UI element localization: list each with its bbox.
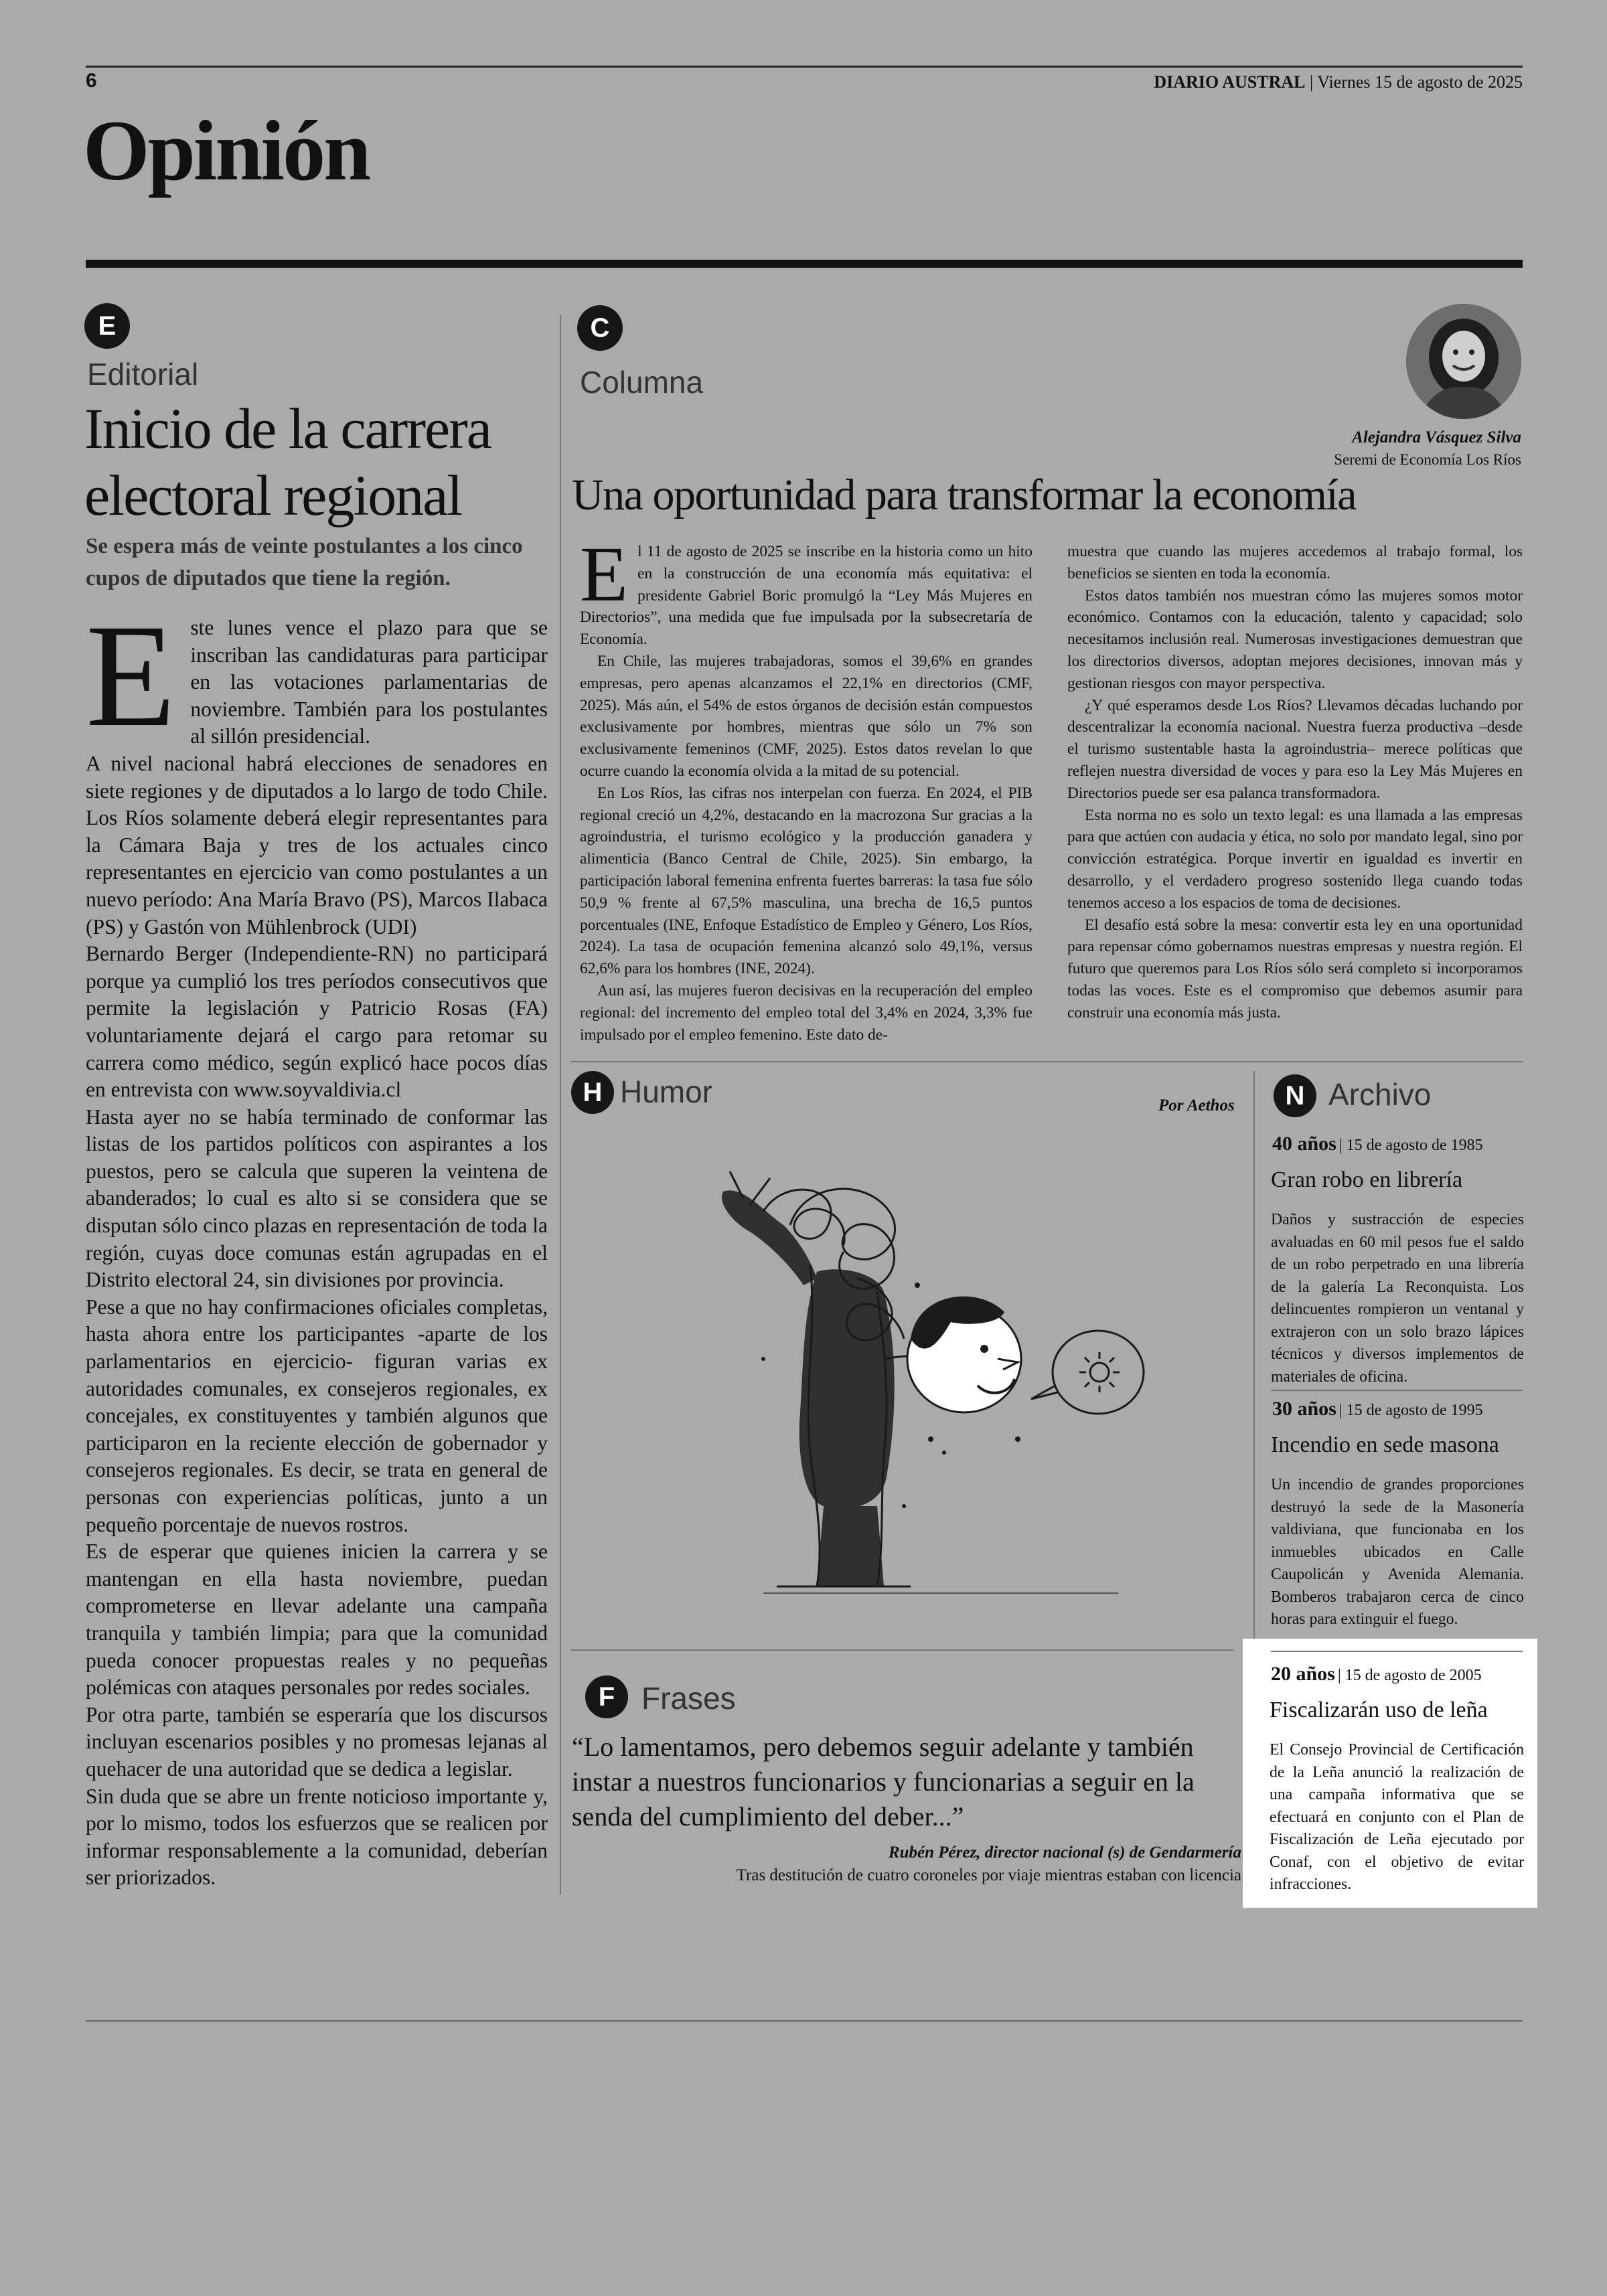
humor-bottom-rule <box>570 1649 1233 1651</box>
frases-context: Tras destitución de cuatro coroneles por viaje mientras estaban con licencia <box>736 1866 1241 1884</box>
archivo-title: Gran robo en librería <box>1271 1167 1463 1192</box>
column-first-text: l 11 de agosto de 2025 se inscribe en la historia como un hito en la construcción de una economía más equitativa: el presidente Gabriel Boric promulgó la “Ley Más Mujeres en Directorios”, una medida que fue impulsada por la subsecretaría de Economía. <box>580 543 1032 649</box>
masthead-info <box>1154 72 1523 92</box>
editorial-first-text: ste lunes vence el plazo para que se inscriban las candidaturas para participar en las votaciones parlamentarias de noviembre. También para los postulantes al sillón presidencial. <box>190 616 548 748</box>
column-paragraph: ¿Y qué esperamos desde Los Ríos? Llevamos décadas luchando por descentralizar la economía nacional. Nuestra fuerza productiva –desde el turismo sustentable hasta la agroindustria– merece políticas que reflejen nuestra diversidad de voces y para eso la Ley Más Mujeres en Directorios puede ser esa palanca transformadora. <box>1067 696 1523 802</box>
page-bottom-rule <box>86 2020 1523 2022</box>
archivo-years: 30 años <box>1272 1398 1336 1420</box>
separator: | <box>1309 72 1318 92</box>
frases-quote: “Lo lamentamos, pero debemos seguir adelante y también instar a nuestros funcionarios y funcionarias a seguir en la senda del cumplimiento del deber...” <box>572 1732 1195 1831</box>
archivo-badge: N <box>1274 1074 1316 1117</box>
column-paragraph: Estos datos también nos muestran cómo las mujeres somos motor económico. Contamos con la educación, talento y capacidad; solo necesitamos inclusión real. Numerosas investigaciones demuestran que los directorios diversos, adoptan mejores decisiones, innovan más y gestionan riesgos con mayor perspectiva. <box>1067 586 1523 692</box>
archivo-date: 15 de agosto de 1985 <box>1346 1137 1483 1154</box>
column-headline: Una oportunidad para transformar la economía <box>572 471 1357 519</box>
author-portrait-icon <box>1406 304 1521 419</box>
column-paragraph: En Los Ríos, las cifras nos interpelan con fuerza. En 2024, el PIB regional creció un 4,2%, destacando en la macrozona Sur gracias a la agroindustria, el turismo ecológico y la producción ganadera y alimenticia (Banco Central de Chile, 2025). Sin embargo, la participación laboral femenina enfrenta fuertes barreras: la tasa fue sólo 50,9 % frente al 67,5% masculina, una brecha de 16,5 puntos porcentuales (INE, Enfoque Estadístico de Empleo y Género, Los Ríos, 2024). La tasa de ocupación femenina alcanzó solo 49,1%, versus 62,6% para los hombres (INE, 2024). <box>580 784 1032 978</box>
section-title: Opinión <box>83 103 370 198</box>
cartoon-illustration-icon <box>683 1158 1165 1613</box>
archivo-years: 20 años <box>1271 1663 1335 1685</box>
archivo-item-3-header <box>1271 1663 1482 1686</box>
frases-badge: F <box>585 1675 628 1718</box>
editorial-first-paragraph <box>86 594 548 757</box>
separator: | <box>1338 1402 1347 1419</box>
page-number: 6 <box>86 70 97 92</box>
column-paragraph: Esta norma no es solo un texto legal: es una llamada a las empresas para que actúen con audacia y ética, no solo por mandato legal, sino por convicción estratégica. Porque invertir en igualdad es invertir en desarrollo, y el verdadero progreso sostenido llega cuando todas tenemos acceso a los espacios de toma de decisiones. <box>1067 806 1523 912</box>
editorial-paragraph: A nivel nacional habrá elecciones de senadores en siete regiones y de diputados a lo largo de todo Chile. Los Ríos solamente deberá elegir representantes para la Cámara Baja y tres de los actuales cinco representantes en ejercicio van como postulantes a un nuevo período: Ana María Bravo (PS), Marcos Ilabaca (PS) y Gastón von Mühlenbrock (UDI) <box>86 751 548 938</box>
separator: | <box>1337 1667 1345 1684</box>
author-avatar <box>1406 304 1521 419</box>
editorial-paragraph: Bernardo Berger (Independiente-RN) no participará porque ya cumplió los tres períodos consecutivos que permite la legislación y Patricio Rosas (FA) voluntariamente dejará el cargo para retomar su carrera como médico, según explicó hace pocos días en entrevista con www.soyvaldivia.cl <box>86 942 548 1102</box>
column-first-paragraph <box>580 530 1032 651</box>
archivo-title: Fiscalizarán uso de leña <box>1270 1698 1488 1722</box>
archivo-item-rule <box>1271 1651 1523 1652</box>
author-name: Alejandra Vásquez Silva <box>1352 428 1521 446</box>
editorial-subtitle: Se espera más de veinte postulantes a los cinco cupos de diputados que tiene la región. <box>86 534 523 590</box>
column-label: Columna <box>580 365 704 400</box>
editorial-label: Editorial <box>87 357 199 392</box>
archivo-divider <box>1253 1071 1255 1647</box>
newspaper-name: DIARIO AUSTRAL <box>1154 72 1306 92</box>
column-dropcap: E <box>580 530 629 618</box>
column-paragraph: Aun así, las mujeres fueron decisivas en la recuperación del empleo regional: del incremento del empleo total del 3,4% en 2024, 3,3% fue impulsado por el empleo femenino. Este dato de- <box>580 981 1032 1044</box>
editorial-body <box>86 594 548 1892</box>
editorial-paragraph: Hasta ayer no se había terminado de conformar las listas de los partidos políticos con aspirantes a los puestos, pero se calcula que superen la veintena de abanderados; lo cual es alto si se considera que se disputan sólo cinco plazas en representación de toda la región, cuyas doce comunas están agrupadas en el Distrito electoral 24, sin divisiones por provincia. <box>86 1104 548 1292</box>
editorial-dropcap: E <box>86 594 176 757</box>
editorial-headline <box>84 395 491 529</box>
column-badge: C <box>577 305 623 351</box>
humor-cartoon <box>683 1158 1165 1613</box>
archivo-date: 15 de agosto de 2005 <box>1345 1667 1482 1684</box>
frases-author: Rubén Pérez, director nacional (s) de Gendarmería <box>888 1843 1241 1862</box>
archivo-item-rule <box>1271 1390 1523 1391</box>
archivo-title: Incendio en sede masona <box>1271 1432 1499 1457</box>
archivo-text: Un incendio de grandes proporciones destruyó la sede de la Masonería valdiviana, que funcionaba en los inmuebles ubicados en Calle Caupolicán y Avenida Alemania. Bomberos trabajaron cerca de cinco horas para extinguir el fuego. <box>1271 1476 1524 1628</box>
archivo-years: 40 años <box>1272 1133 1336 1155</box>
editorial-headline-line1: Inicio de la carrera <box>84 396 491 461</box>
editorial-badge: E <box>84 303 130 349</box>
author-role: Seremi de Economía Los Ríos <box>1334 451 1521 468</box>
editorial-paragraph: Pese a que no hay confirmaciones oficiales completas, hasta ahora entre los participantes -aparte de los parlamentarios en ejercicio- figuran varias ex autoridades comunales, ex consejeros regionales, ex concejales, ex constituyentes y también algunos que participaron en la reciente elección de gobernador y consejeros regionales. Es decir, se trata en general de personas con experiencias políticas, junto a un pequeño porcentaje de nuevos rostros. <box>86 1295 548 1536</box>
editorial-headline-line2: electoral regional <box>84 463 462 527</box>
humor-label: Humor <box>620 1074 713 1109</box>
humor-badge: H <box>571 1071 614 1114</box>
header-thick-rule <box>86 260 1523 268</box>
column-bottom-rule <box>570 1061 1523 1062</box>
editorial-paragraph: Es de esperar que quienes inicien la carrera y se mantengan en ella hasta noviembre, puedan comprometerse en llevar adelante una campaña tranquila y también limpia; para que la comunidad pueda conocer propuestas reales y no pequeñas polémicas con ataques personales por redes sociales. <box>86 1540 548 1700</box>
archivo-item-1-header <box>1272 1133 1483 1155</box>
separator: | <box>1338 1137 1347 1154</box>
editorial-paragraph: Sin duda que se abre un frente noticioso importante y, por lo mismo, todos los esfuerzos que se realicen por informar responsablemente a la comunidad, deberían ser priorizados. <box>86 1784 548 1890</box>
column-paragraph: El desafío está sobre la mesa: convertir esta ley en una oportunidad para repensar cómo gobernamos nuestras empresas y nuestra región. El futuro que queremos para Los Ríos sólo será completo si incorporamos todas las voces. Este es el compromiso que debemos asumir para construir una economía más justa. <box>1067 916 1523 1021</box>
archivo-label: Archivo <box>1328 1077 1432 1112</box>
editorial-paragraph: Por otra parte, también se esperaría que los discursos incluyan escenarios posibles y no promesas lejanas al quehacer de una autoridad que se dedica a legislar. <box>86 1702 548 1781</box>
column-divider <box>560 315 561 1894</box>
column-paragraph: En Chile, las mujeres trabajadoras, somos el 39,6% en grandes empresas, pero apenas alcanzamos el 22,1% en directorios (CMF, 2025). Más aún, el 54% de estos órganos de decisión están compuestos exclusivamente por hombres, mientras que sólo un 7% son exclusivamente femeninos (CMF, 2025). Estos datos revelan lo que ocurre cuando la economía olvida a la mitad de su potencial. <box>580 652 1032 780</box>
column-paragraph: muestra que cuando las mujeres accedemos al trabajo formal, los beneficios se sienten en toda la economía. <box>1067 543 1523 582</box>
humor-credit: Por Aethos <box>1158 1096 1235 1115</box>
header-top-rule <box>86 66 1523 68</box>
archivo-text: El Consejo Provincial de Certificación de la Leña anunció la realización de una campaña informativa que se efectuará en conjunto con el Plan de Fiscalización de Leña ejecutado por Conaf, con el objetivo de evitar infracciones. <box>1270 1741 1524 1893</box>
column-left-text <box>580 530 1032 1046</box>
frases-label: Frases <box>641 1681 736 1716</box>
archivo-text: Daños y sustracción de especies avaluadas en 60 mil pesos fue el saldo de un robo perpetrado en una librería de la galería La Reconquista. Los delincuentes rompieron un ventanal y extrajeron con un solo brazo lápices técnicos y diversos implementos de materiales de oficina. <box>1271 1211 1524 1386</box>
column-right-text <box>1067 541 1523 1024</box>
archivo-item-2-header <box>1272 1398 1483 1420</box>
archivo-date: 15 de agosto de 1995 <box>1346 1402 1483 1419</box>
issue-date: Viernes 15 de agosto de 2025 <box>1317 72 1523 92</box>
